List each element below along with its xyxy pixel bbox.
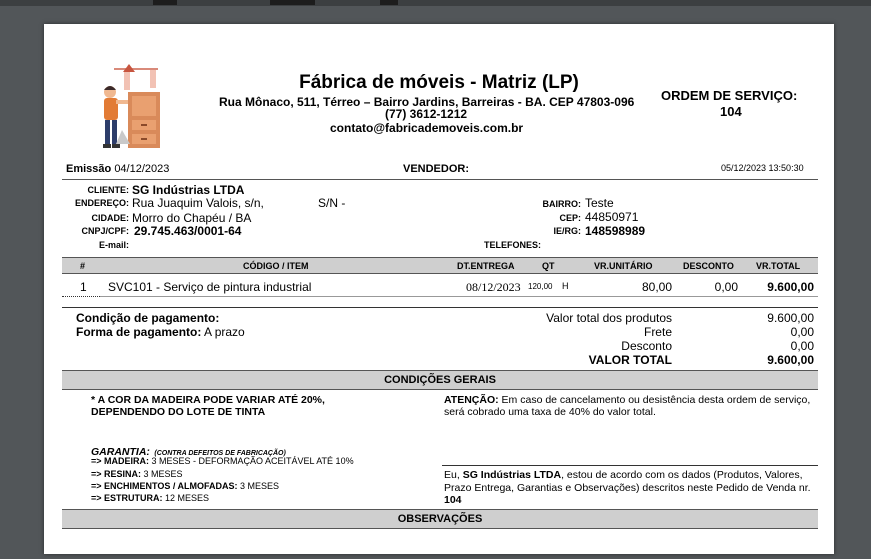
products-total-value: 9.600,00: [767, 311, 814, 325]
table-row: [62, 277, 818, 297]
attention-text: [444, 394, 810, 406]
cep-label: CEP:: [559, 213, 581, 223]
row-delivery-date: 08/12/2023: [466, 280, 521, 294]
company-name: Fábrica de móveis - Matriz (LP): [299, 72, 579, 93]
attention-line-1: Em caso de cancelamento ou desistência desta ordem de serviço,: [498, 394, 811, 406]
col-item: CÓDIGO / ITEM: [243, 261, 309, 271]
warranty-item: [91, 469, 183, 479]
items-table-header: [62, 257, 818, 274]
document-page: [44, 24, 834, 554]
company-email: contato@fabricademoveis.com.br: [330, 121, 524, 135]
wood-color-note: * A COR DA MADEIRA PODE VARIAR ATÉ 20%,: [91, 394, 325, 406]
wood-color-note-2: DEPENDENDO DO LOTE DE TINTA: [91, 406, 266, 418]
client-label: CLIENTE:: [87, 185, 129, 195]
client-city: Morro do Chapéu / BA: [132, 211, 252, 225]
warranty-item: [91, 456, 354, 466]
agreement-line-1: [444, 469, 803, 481]
row-discount: 0,00: [714, 280, 738, 294]
warranty-item-value: 12 MESES: [162, 493, 210, 503]
products-total-label: Valor total dos produtos: [546, 311, 672, 325]
attention-label: ATENÇÃO:: [444, 394, 499, 406]
col-unit-price: VR.UNITÁRIO: [594, 261, 653, 271]
divider: [62, 307, 818, 308]
agreement-prefix: Eu,: [444, 469, 463, 481]
warranty-item-label: => ESTRUTURA:: [91, 493, 163, 503]
company-address: Rua Mônaco, 511, Térreo – Bairro Jardins, Barreiras - BA. CEP 47803-096: [219, 95, 635, 109]
row-total: 9.600,00: [767, 280, 814, 294]
warranty-item: [91, 481, 279, 491]
col-number: #: [80, 261, 86, 271]
toolbar-button[interactable]: [270, 0, 315, 5]
divider: [62, 179, 818, 180]
attention-line-2: será cobrado uma taxa de 40% do valor total.: [444, 406, 656, 418]
payment-method: [76, 325, 245, 339]
client-address: Rua Juaquim Valois, s/n,: [132, 196, 264, 210]
grand-total-value: 9.600,00: [767, 353, 814, 367]
payment-condition-label: Condição de pagamento:: [76, 311, 220, 325]
warranty-item-value: 3 MESES: [237, 481, 280, 491]
client-bairro: Teste: [585, 196, 614, 210]
row-item: SVC101 - Serviço de pintura industrial: [108, 280, 312, 294]
toolbar-button[interactable]: [153, 0, 177, 5]
warranty-item: [91, 493, 209, 503]
col-qt: QT: [542, 261, 555, 271]
cnpj-label: CNPJ/CPF:: [81, 226, 129, 236]
client-number: S/N -: [318, 196, 346, 210]
order-label: ORDEM DE SERVIÇO:: [661, 88, 798, 103]
warranty-item-label: => RESINA:: [91, 469, 142, 479]
warranty-label: GARANTIA:: [91, 446, 150, 458]
divider: [442, 465, 818, 466]
emission-date: 04/12/2023: [114, 163, 170, 175]
warranty-item-value: 3 MESES: [141, 469, 183, 479]
phones-label: TELEFONES:: [483, 240, 541, 250]
row-number: 1: [80, 280, 87, 294]
city-label: CIDADE:: [91, 213, 129, 223]
discount-value: 0,00: [790, 339, 814, 353]
warranty-item-label: => ENCHIMENTOS / ALMOFADAS:: [91, 481, 238, 491]
client-ie: 148598989: [585, 224, 646, 238]
emission-line: [66, 163, 169, 175]
dotted-divider: [62, 296, 100, 297]
conditions-header: [62, 370, 818, 390]
address-label: ENDEREÇO:: [74, 198, 129, 208]
viewer-toolbar: [0, 0, 871, 6]
grand-total-label: VALOR TOTAL: [588, 353, 672, 367]
warranty-item-label: => MADEIRA:: [91, 456, 150, 466]
warranty-subtitle: (CONTRA DEFEITOS DE FABRICAÇÃO): [154, 450, 286, 457]
agreement-text-2: Prazo Entrega, Garantias e Observações) descritos neste Pedido de Venda nr.: [444, 482, 811, 494]
agreement-text-1: , estou de acordo com os dados (Produtos, Valores,: [561, 469, 803, 481]
row-unit: H: [562, 281, 569, 291]
emission-label: Emissão: [66, 163, 112, 175]
ie-label: IE/RG:: [553, 226, 581, 236]
client-cep: 44850971: [585, 210, 639, 224]
col-delivery: DT.ENTREGA: [457, 261, 515, 271]
company-phone: (77) 3612-1212: [385, 107, 468, 121]
col-discount: DESCONTO: [683, 261, 734, 271]
divider: [100, 296, 818, 297]
freight-label: Frete: [643, 325, 672, 339]
discount-label: Desconto: [621, 339, 672, 353]
client-name: SG Indústrias LTDA: [132, 183, 245, 197]
conditions-title: CONDIÇÕES GERAIS: [384, 374, 496, 386]
client-cnpj: 29.745.463/0001-64: [134, 224, 242, 238]
col-total: VR.TOTAL: [756, 261, 801, 271]
bairro-label: BAIRRO:: [542, 199, 581, 209]
warranty-item-value: 3 MESES - DEFORMAÇÃO ACEITÁVEL ATÉ 10%: [149, 456, 354, 466]
observations-title: OBSERVAÇÕES: [397, 513, 483, 525]
payment-method-value: A prazo: [204, 325, 245, 339]
toolbar-button[interactable]: [380, 0, 398, 5]
email-label: E-mail:: [98, 240, 129, 250]
observations-header: [62, 509, 818, 529]
payment-method-label: Forma de pagamento:: [76, 325, 202, 339]
agreement-client-name: SG Indústrias LTDA: [462, 469, 562, 481]
printed-timestamp: 05/12/2023 13:50:30: [721, 163, 804, 173]
agreement-order-number: 104: [444, 494, 462, 506]
order-number: 104: [720, 104, 742, 119]
row-unit-price: 80,00: [641, 280, 672, 294]
freight-value: 0,00: [790, 325, 814, 339]
seller-label: VENDEDOR:: [403, 163, 470, 175]
row-qt: 120,00: [528, 282, 553, 291]
